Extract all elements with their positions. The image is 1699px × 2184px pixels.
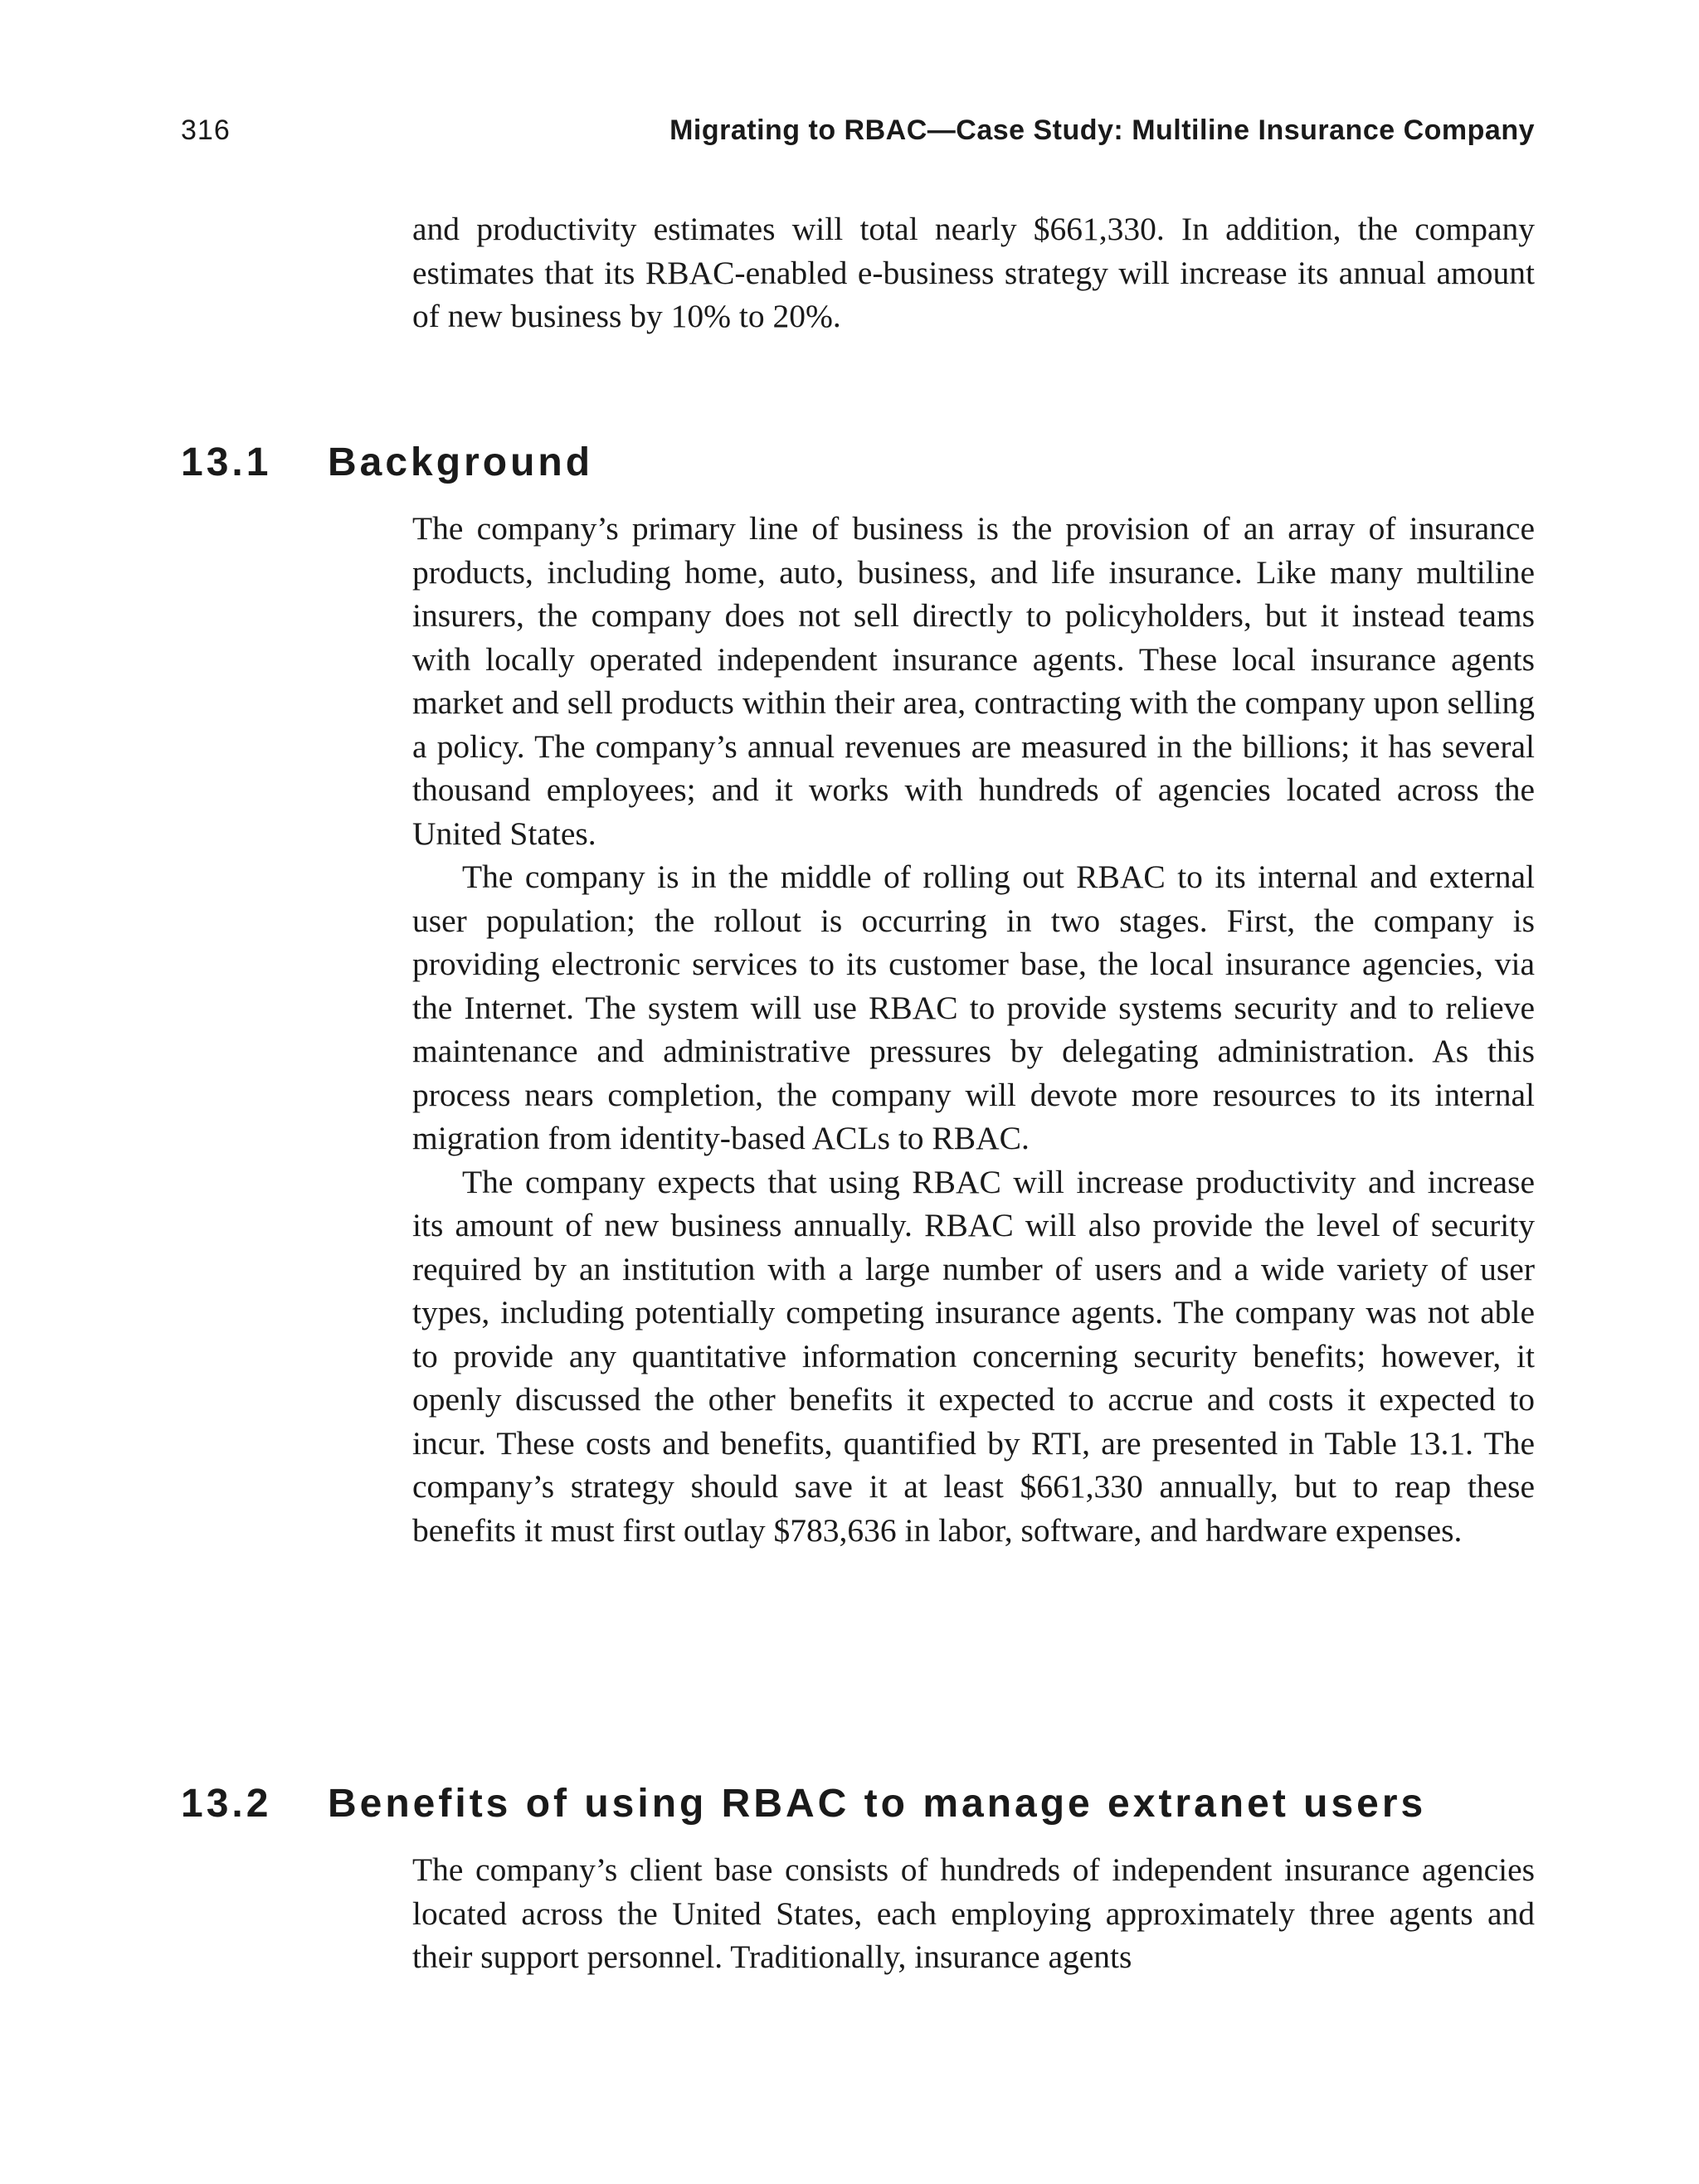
section-13-2-body xyxy=(412,1848,1535,1979)
intro-paragraph: and productivity estimates will total nearly $661,330. In addition, the company estimates that its RBAC-enabled e-business strategy will increase its annual amount of new business by 10% to 20%. xyxy=(412,211,1535,334)
intro-text xyxy=(412,207,1535,338)
paragraph: The company is in the middle of rolling out RBAC to its internal and external user population; the rollout is occurring in two stages. First, the company is providing electronic services to its customer base, the local insurance agencies, via the Internet. The system will use RBAC to provide systems security and to relieve maintenance and administrative pressures by delegating administration. As this process nears completion, the company will devote more resources to its internal migration from identity-based ACLs to RBAC. xyxy=(412,859,1535,1156)
paragraph: The company’s client base consists of hundreds of independent insurance agencies located across the United States, each employing approximately three agents and their support personnel. Traditionally, insurance agents xyxy=(412,1851,1535,1975)
page-number: 316 xyxy=(181,114,231,146)
section-heading-13-2 xyxy=(181,1781,1591,1826)
running-title: Migrating to RBAC—Case Study: Multiline Insurance Company xyxy=(669,114,1535,146)
paragraph: The company’s primary line of business is the provision of an array of insurance products, including home, auto, business, and life insurance. Like many multiline insurers, the company does not sell directly to policyholders, but it instead teams with locally operated independent insurance agents. These local insurance agents market and sell products within their area, contracting with the company upon selling a policy. The company’s annual revenues are measured in the billions; it has several thousand employees; and it works with hundreds of agencies located across the United States. xyxy=(412,510,1535,852)
running-head xyxy=(181,114,1535,156)
section-heading-13-1 xyxy=(181,440,1591,485)
paragraph: The company expects that using RBAC will increase productivity and increase its amount of new business annually. RBAC will also provide the level of security required by an institution with a large number of users and a wide variety of user types, including potentially competing insurance agents. The company was not able to provide any quantitative information concerning security benefits; however, it openly discussed the other benefits it expected to accrue and costs it expected to incur. These costs and benefits, quantified by RTI, are presented in Table 13.1. The company’s strategy should save it at least $661,330 annually, but to reap these benefits it must first outlay $783,636 in labor, software, and hardware expenses. xyxy=(412,1163,1535,1549)
section-number: 13.1 xyxy=(181,440,272,484)
section-title: Benefits of using RBAC to manage extranet users xyxy=(328,1782,1427,1826)
section-title: Background xyxy=(328,440,594,484)
section-13-1-body xyxy=(412,507,1535,1552)
section-number: 13.2 xyxy=(181,1782,272,1826)
